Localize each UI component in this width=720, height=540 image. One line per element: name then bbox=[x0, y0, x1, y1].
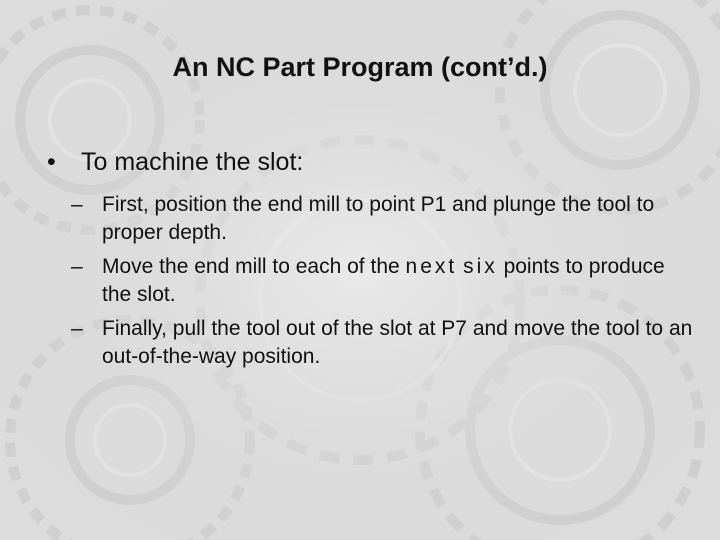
sub-bullet-item bbox=[45, 315, 695, 371]
slide-title: An NC Part Program (cont’d.) bbox=[172, 52, 548, 82]
sub-bullet-text-part: Move the end mill to each of the bbox=[102, 255, 406, 278]
sub-bullet-item bbox=[45, 253, 695, 309]
spaced-word-six: six bbox=[463, 255, 498, 278]
dash-marker: – bbox=[71, 193, 83, 216]
sub-bullet-text: Finally, pull the tool out of the slot at P7 and move the tool to an out-of-the-way position. bbox=[102, 317, 693, 368]
sub-bullet-item bbox=[45, 191, 695, 247]
sub-bullet-text bbox=[102, 253, 695, 309]
bullet-text: To machine the slot: bbox=[81, 148, 304, 176]
dash-marker: – bbox=[71, 255, 83, 278]
bullet-item bbox=[45, 148, 695, 177]
sub-bullet-text: First, position the end mill to point P1 and plunge the tool to proper depth. bbox=[102, 193, 655, 244]
sub-bullet-list bbox=[45, 191, 695, 371]
slide-content bbox=[45, 148, 695, 377]
bullet-marker: • bbox=[47, 148, 56, 176]
spaced-word-next: next bbox=[405, 255, 458, 278]
sub-bullet-text-part: points to produce the slot. bbox=[102, 255, 665, 306]
dash-marker: – bbox=[71, 317, 83, 340]
